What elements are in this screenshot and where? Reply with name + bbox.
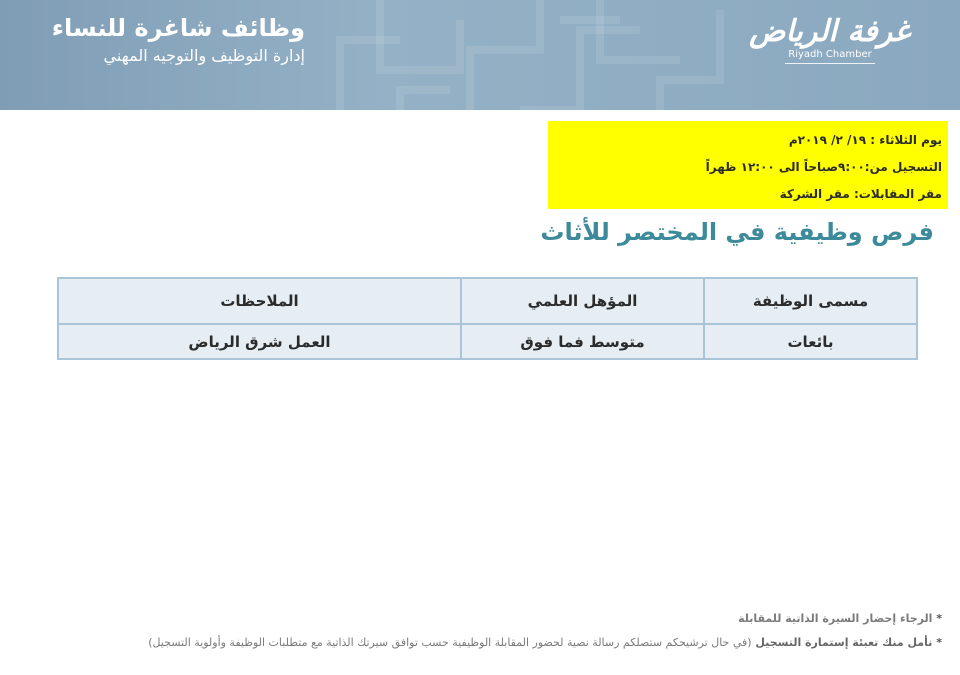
banner-titles bbox=[52, 14, 305, 65]
interview-location: مقر المقابلات: مقر الشركة bbox=[779, 187, 942, 201]
header-job-title: مسمى الوظيفة bbox=[704, 278, 917, 324]
page-subtitle: إدارة التوظيف والتوجيه المهني bbox=[103, 46, 305, 65]
header-banner bbox=[0, 0, 960, 110]
note-registration-detail: (في حال ترشيحكم ستصلكم رسالة نصية لحضور المقابلة الوظيفية حسب توافق سيرتك الذاتية مع متطلبات الوظيفة وأولوية التسجيل) bbox=[148, 636, 752, 649]
header-notes: الملاحظات bbox=[58, 278, 461, 324]
logo-english-text: Riyadh Chamber bbox=[788, 49, 872, 60]
logo-arabic-text: غرفة الرياض bbox=[749, 14, 910, 49]
jobs-table bbox=[57, 277, 918, 360]
cell-job-title: بائعات bbox=[704, 324, 917, 359]
note-registration-strong: نأمل منك تعبئة إستمارة التسجيل bbox=[755, 636, 933, 649]
table-row bbox=[58, 324, 917, 359]
note-bullet: * bbox=[936, 636, 942, 649]
section-title: فرص وظيفية في المختصر للأثاث bbox=[540, 218, 934, 246]
note-cv-text: الرجاء إحضار السيرة الذاتية للمقابلة bbox=[738, 612, 933, 625]
table-header-row bbox=[58, 278, 917, 324]
header-qualification: المؤهل العلمي bbox=[461, 278, 704, 324]
riyadh-chamber-logo bbox=[750, 14, 910, 64]
page-title: وظائف شاغرة للنساء bbox=[51, 14, 305, 42]
note-bullet: * bbox=[936, 612, 942, 625]
cell-qualification: متوسط فما فوق bbox=[461, 324, 704, 359]
note-cv bbox=[148, 607, 942, 631]
footer-notes bbox=[148, 607, 942, 655]
logo-underline bbox=[785, 63, 875, 64]
registration-time: التسجيل من:٩:٠٠صباحاً الى ١٢:٠٠ ظهراً bbox=[705, 160, 942, 174]
interview-date: يوم الثلاثاء : ١٩/ ٢/ ٢٠١٩م bbox=[788, 133, 942, 147]
note-registration bbox=[148, 631, 942, 655]
cell-notes: العمل شرق الرياض bbox=[58, 324, 461, 359]
interview-info-box bbox=[548, 121, 948, 209]
